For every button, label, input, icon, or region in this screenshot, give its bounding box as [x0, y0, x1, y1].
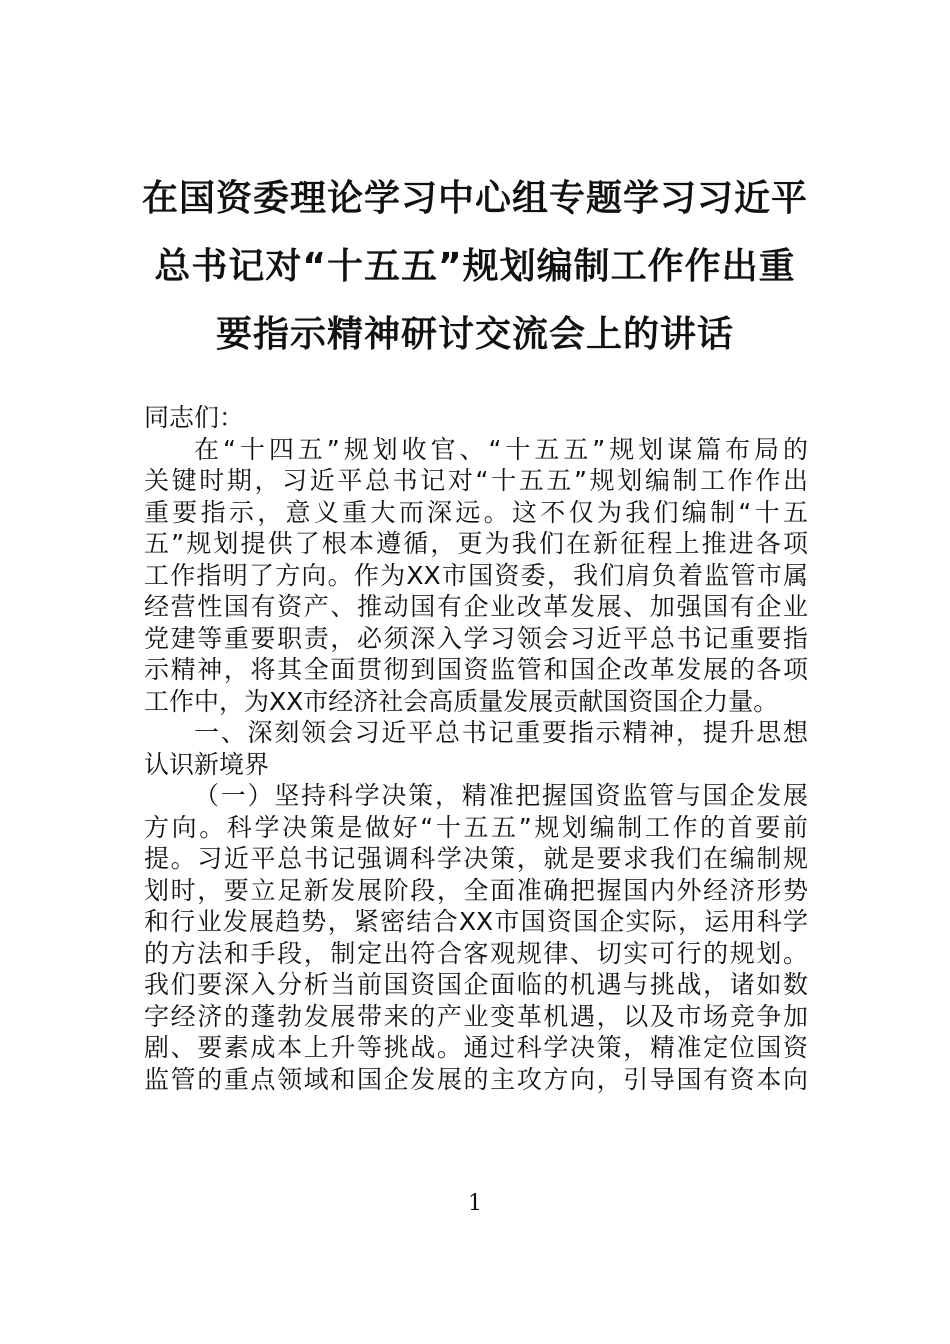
paragraph-line: 经营性国有资产、推动国有企业改革发展、加强国有企业 [144, 592, 808, 621]
paragraph-line: 工作中，为XX市经济社会高质量发展贡献国资国企力量。 [144, 686, 779, 716]
paragraph-line: 重要指示，意义重大而深远。这不仅为我们编制“十五 [144, 497, 808, 527]
title-line-2: 总书记对“十五五”规划编制工作作出重 [154, 246, 796, 287]
paragraph-line: 示精神，将其全面贯彻到国资监管和国企改革发展的各项 [144, 655, 808, 684]
paragraph-line: 方向。科学决策是做好“十五五”规划编制工作的首要前 [144, 812, 808, 842]
section-heading-line: 一、深刻领会习近平总书记重要指示精神，提升思想 [194, 718, 808, 747]
paragraph-line: 划时，要立足新发展阶段，全面准确把握国内外经济形势 [144, 875, 808, 905]
paragraph-line: 提。习近平总书记强调科学决策，就是要求我们在编制规 [144, 844, 808, 873]
paragraph-line: 工作指明了方向。作为XX市国资委，我们肩负着监管市属 [144, 560, 808, 590]
document-body [144, 402, 808, 1095]
title-line-3: 要指示精神研讨交流会上的讲话 [215, 314, 734, 355]
paragraph-line: 的方法和手段，制定出符合客观规律、切实可行的规划。 [144, 938, 808, 968]
page-number: 1 [468, 1191, 482, 1216]
paragraph-line: 关键时期，习近平总书记对“十五五”规划编制工作作出 [144, 466, 808, 495]
section-heading-line: 认识新境界 [144, 749, 270, 779]
title-line-1: 在国资委理论学习中心组专题学习习近平 [141, 178, 808, 219]
document-title [120, 165, 830, 369]
paragraph-line: 我们要深入分析当前国资国企面临的机遇与挑战，诸如数 [144, 970, 808, 999]
paragraph-line: 和行业发展趋势，紧密结合XX市国资国企实际，运用科学 [144, 907, 808, 936]
paragraph-line: 剧、要素成本上升等挑战。通过科学决策，精准定位国资 [144, 1033, 808, 1062]
paragraph-line: （一）坚持科学决策，精准把握国资监管与国企发展 [194, 781, 808, 810]
salutation: 同志们： [144, 403, 245, 432]
paragraph-line: 监管的重点领域和国企发展的主攻方向，引导国有资本向 [144, 1064, 808, 1094]
paragraph-line: 党建等重要职责，必须深入学习领会习近平总书记重要指 [144, 623, 808, 653]
paragraph-line: 在“十四五”规划收官、“十五五”规划谋篇布局的 [194, 434, 808, 464]
paragraph-line: 字经济的蓬勃发展带来的产业变革机遇，以及市场竞争加 [144, 1001, 808, 1031]
paragraph-line: 五”规划提供了根本遵循，更为我们在新征程上推进各项 [144, 529, 808, 558]
